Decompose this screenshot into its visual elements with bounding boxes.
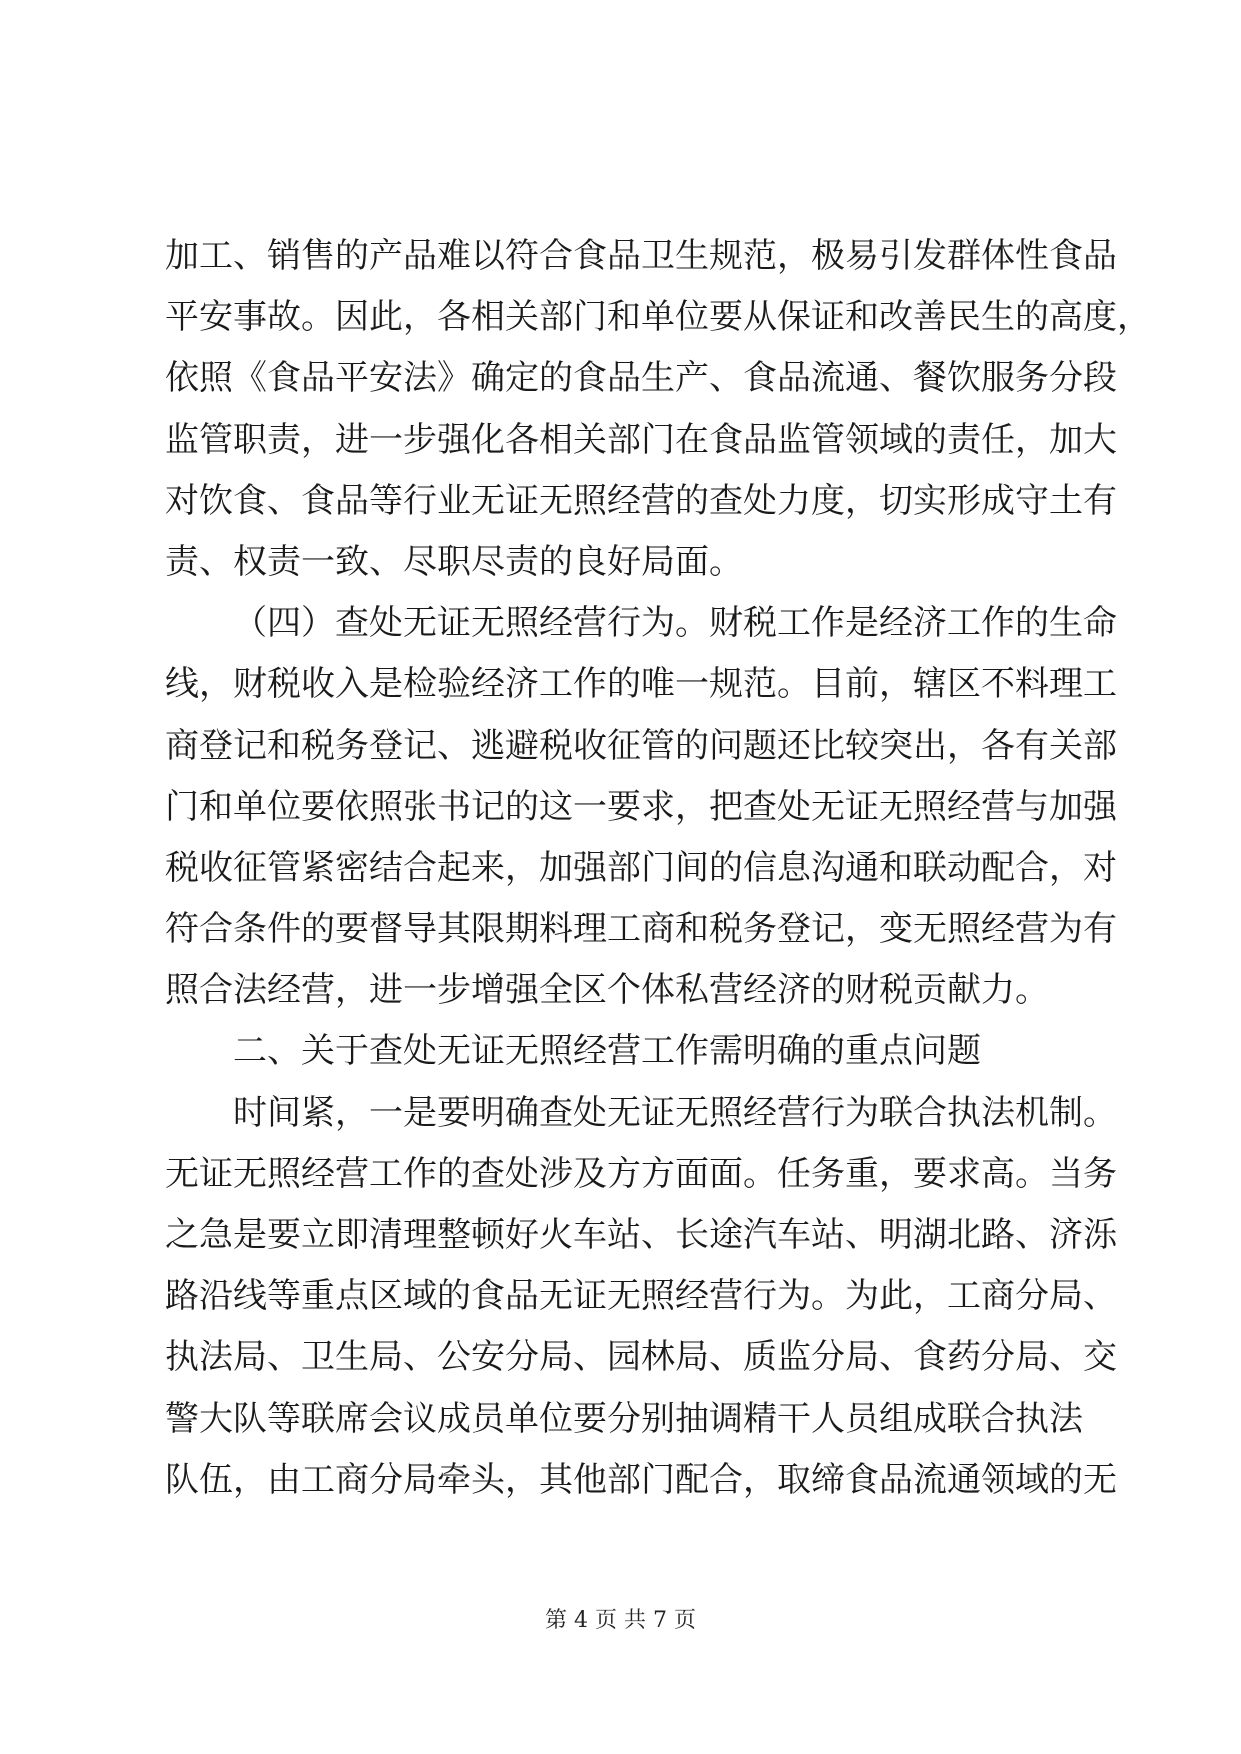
text-line: 商登记和税务登记、逃避税收征管的问题还比较突出，各有关部	[165, 725, 1117, 766]
body-text	[165, 226, 1151, 1511]
text-line: 符合条件的要督导其限期料理工商和税务登记，变无照经营为有	[165, 909, 1117, 950]
text-line: 税收征管紧密结合起来，加强部门间的信息沟通和联动配合，对	[165, 847, 1117, 888]
text-line: 时间紧，一是要明确查处无证无照经营行为联合执法机制。	[233, 1092, 1117, 1133]
text-line: 照合法经营，进一步增强全区个体私营经济的财税贡献力。	[165, 970, 1049, 1011]
page-number-footer: 第 4 页 共 7 页	[545, 1608, 696, 1633]
text-line: 平安事故。因此，各相关部门和单位要从保证和改善民生的高度，	[165, 297, 1151, 338]
text-line: 监管职责，进一步强化各相关部门在食品监管领域的责任，加大	[165, 419, 1117, 460]
text-line: 对饮食、食品等行业无证无照经营的查处力度，切实形成守土有	[165, 480, 1117, 521]
text-line: 加工、销售的产品难以符合食品卫生规范，极易引发群体性食品	[165, 236, 1117, 276]
text-line: 路沿线等重点区域的食品无证无照经营行为。为此，工商分局、	[165, 1276, 1117, 1317]
text-line: 责、权责一致、尽职尽责的良好局面。	[165, 541, 743, 582]
text-line: 门和单位要依照张书记的这一要求，把查处无证无照经营与加强	[165, 786, 1117, 827]
text-line: （四）查处无证无照经营行为。财税工作是经济工作的生命	[233, 603, 1117, 644]
text-line: 依照《食品平安法》确定的食品生产、食品流通、餐饮服务分段	[165, 358, 1117, 399]
text-line: 无证无照经营工作的查处涉及方方面面。任务重，要求高。当务	[165, 1153, 1117, 1194]
text-line: 队伍，由工商分局牵头，其他部门配合，取缔食品流通领域的无	[165, 1459, 1117, 1500]
text-line: 之急是要立即清理整顿好火车站、长途汽车站、明湖北路、济泺	[165, 1215, 1117, 1255]
text-line: 执法局、卫生局、公安分局、园林局、质监分局、食药分局、交	[165, 1337, 1117, 1378]
text-line: 警大队等联席会议成员单位要分别抽调精干人员组成联合执法	[165, 1398, 1083, 1439]
text-line: 线，财税收入是检验经济工作的唯一规范。目前，辖区不料理工	[165, 664, 1117, 705]
text-line: 二、关于查处无证无照经营工作需明确的重点问题	[233, 1031, 981, 1072]
